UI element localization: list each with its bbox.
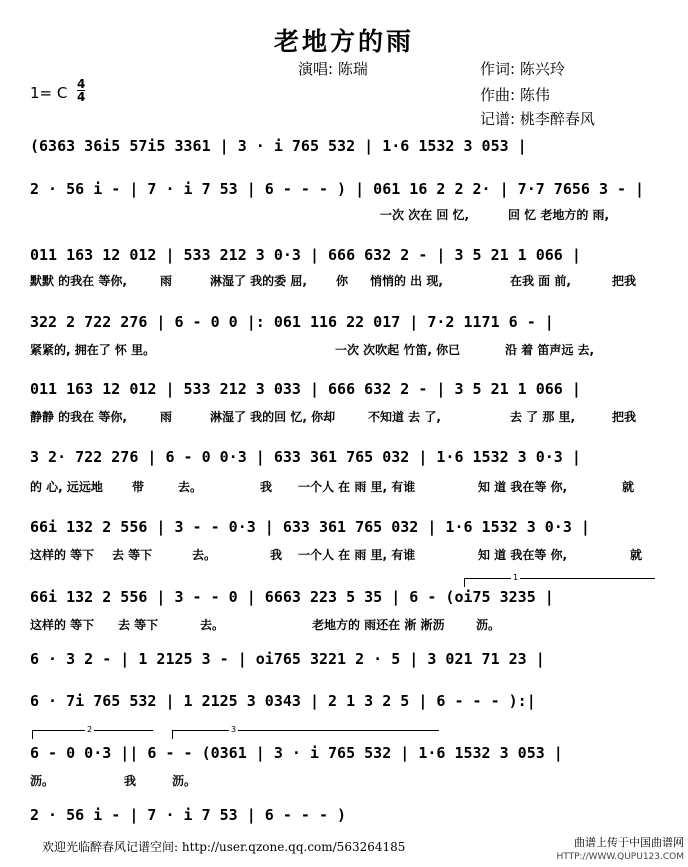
lyric-segment: 去 了 那 里, [510, 410, 576, 424]
site-watermark [556, 836, 684, 864]
lyric-segment: 不知道 去 了, [368, 410, 441, 424]
time-signature-bottom: 4 [77, 90, 86, 104]
notation-line: 322 2 722 276 | 6 - 0 0 |: 061 116 22 017 | 7·2 1171 6 - | [30, 313, 554, 331]
lyric-segment: 我 [124, 774, 137, 788]
lyric-segment: 的 心, 远远地 [30, 480, 103, 494]
song-title: 老地方的雨 [273, 27, 414, 56]
lyricist-credit: 作词: 陈兴玲 [480, 60, 565, 78]
lyric-segment: 去。 [200, 618, 225, 632]
lyric-segment: 这样的 等下 [30, 548, 95, 562]
lyric-segment: 去 等下 [112, 548, 153, 562]
lyric-segment: 这样的 等下 [30, 618, 95, 632]
notation-line: 66i 132 2 556 | 3 - - 0·3 | 633 361 765 032 | 1·6 1532 3 0·3 | [30, 518, 590, 536]
site-line: 曲谱上传于中国曲谱网 [574, 836, 684, 849]
lyric-segment: 静静 的我在 等你, [30, 410, 127, 424]
notation-line: 2 · 56 i - | 7 · i 7 53 | 6 - - - ) | 061 16 2 2 2· | 7·7 7656 3 - | [30, 180, 645, 198]
notation-line: 2 · 56 i - | 7 · i 7 53 | 6 - - - ) [30, 806, 347, 824]
lyric-segment: 就 [622, 480, 635, 494]
lyric-segment: 知 道 我在等 你, [478, 480, 568, 494]
lyric-segment: 一次 次吹起 竹笛, 你已 [335, 343, 461, 357]
lyric-segment: 悄悄的 出 现, [370, 274, 443, 288]
lyric-segment: 我 [270, 548, 283, 562]
volta-bracket-1 [464, 573, 655, 587]
lyric-segment: 我 [260, 480, 273, 494]
lyric-segment: 沥。 [30, 774, 55, 788]
volta-label: 2 [87, 725, 93, 734]
notation-line: 6 - 0 0·3 || 6 - - (0361 | 3 · i 765 532 | 1·6 1532 3 053 | [30, 744, 563, 762]
lyric-segment: 紧紧的, 拥在了 怀 里。 [30, 343, 156, 357]
time-signature-top: 4 [77, 77, 86, 91]
lyric-segment: 一次 次在 回 忆, [380, 208, 470, 222]
time-signature [77, 78, 85, 103]
lyric-segment: 一个人 在 雨 里, 有谁 [298, 548, 416, 562]
lyric-segment: 沿 着 笛声远 去, [505, 343, 595, 357]
lyric-segment: 去。 [178, 480, 203, 494]
composer-credit: 作曲: 陈伟 [480, 86, 550, 104]
singer-credit: 演唱: 陈瑞 [298, 60, 368, 78]
volta-label: 3 [231, 725, 237, 734]
lyric-segment: 一个人 在 雨 里, 有谁 [298, 480, 416, 494]
lyric-segment: 去 等下 [118, 618, 159, 632]
key-signature: 1= C [30, 84, 68, 102]
transcriber-credit: 记谱: 桃李醉春风 [480, 110, 595, 128]
lyric-segment: 淋湿了 我的委 屈, [210, 274, 307, 288]
footer-note: 欢迎光临醉春风记谱空间: http://user.qzone.qq.com/563264185 [42, 840, 406, 854]
lyric-segment: 你 [336, 274, 349, 288]
lyric-segment: 回 忆 老地方的 雨, [508, 208, 610, 222]
lyric-segment: 沥。 [172, 774, 197, 788]
lyric-segment: 默默 的我在 等你, [30, 274, 127, 288]
volta-label: 1 [513, 573, 519, 582]
lyric-segment: 带 [132, 480, 145, 494]
notation-line: 6 · 3 2 - | 1 2125 3 - | oi765 3221 2 · 5 | 3 021 71 23 | [30, 650, 545, 668]
lyric-segment: 淋湿了 我的回 忆, 你却 [210, 410, 336, 424]
site-url: HTTP://WWW.QUPU123.COM [556, 852, 684, 862]
lyric-segment: 老地方的 雨还在 淅 淅沥 [312, 618, 445, 632]
notation-line: 3 2· 722 276 | 6 - 0 0·3 | 633 361 765 032 | 1·6 1532 3 0·3 | [30, 448, 581, 466]
lyric-segment: 沥。 [476, 618, 501, 632]
notation-line: 6 · 7i 765 532 | 1 2125 3 0343 | 2 1 3 2 5 | 6 - - - ):| [30, 692, 536, 710]
notation-line: 011 163 12 012 | 533 212 3 0·3 | 666 632 2 - | 3 5 21 1 066 | [30, 246, 581, 264]
lyric-segment: 就 [630, 548, 643, 562]
lyric-segment: 雨 [160, 274, 173, 288]
volta-bracket-2 [32, 725, 153, 739]
lyric-segment: 把我 [612, 410, 637, 424]
notation-line: 011 163 12 012 | 533 212 3 033 | 666 632 2 - | 3 5 21 1 066 | [30, 380, 581, 398]
lyric-segment: 雨 [160, 410, 173, 424]
lyric-segment: 知 道 我在等 你, [478, 548, 568, 562]
notation-line: 66i 132 2 556 | 3 - - 0 | 6663 223 5 35 | 6 - (oi75 3235 | [30, 588, 554, 606]
lyric-segment: 把我 [612, 274, 637, 288]
notation-line: (6363 36i5 57i5 3361 | 3 · i 765 532 | 1·6 1532 3 053 | [30, 137, 527, 155]
lyric-segment: 在我 面 前, [510, 274, 571, 288]
volta-bracket-3 [172, 725, 439, 739]
lyric-segment: 去。 [192, 548, 217, 562]
